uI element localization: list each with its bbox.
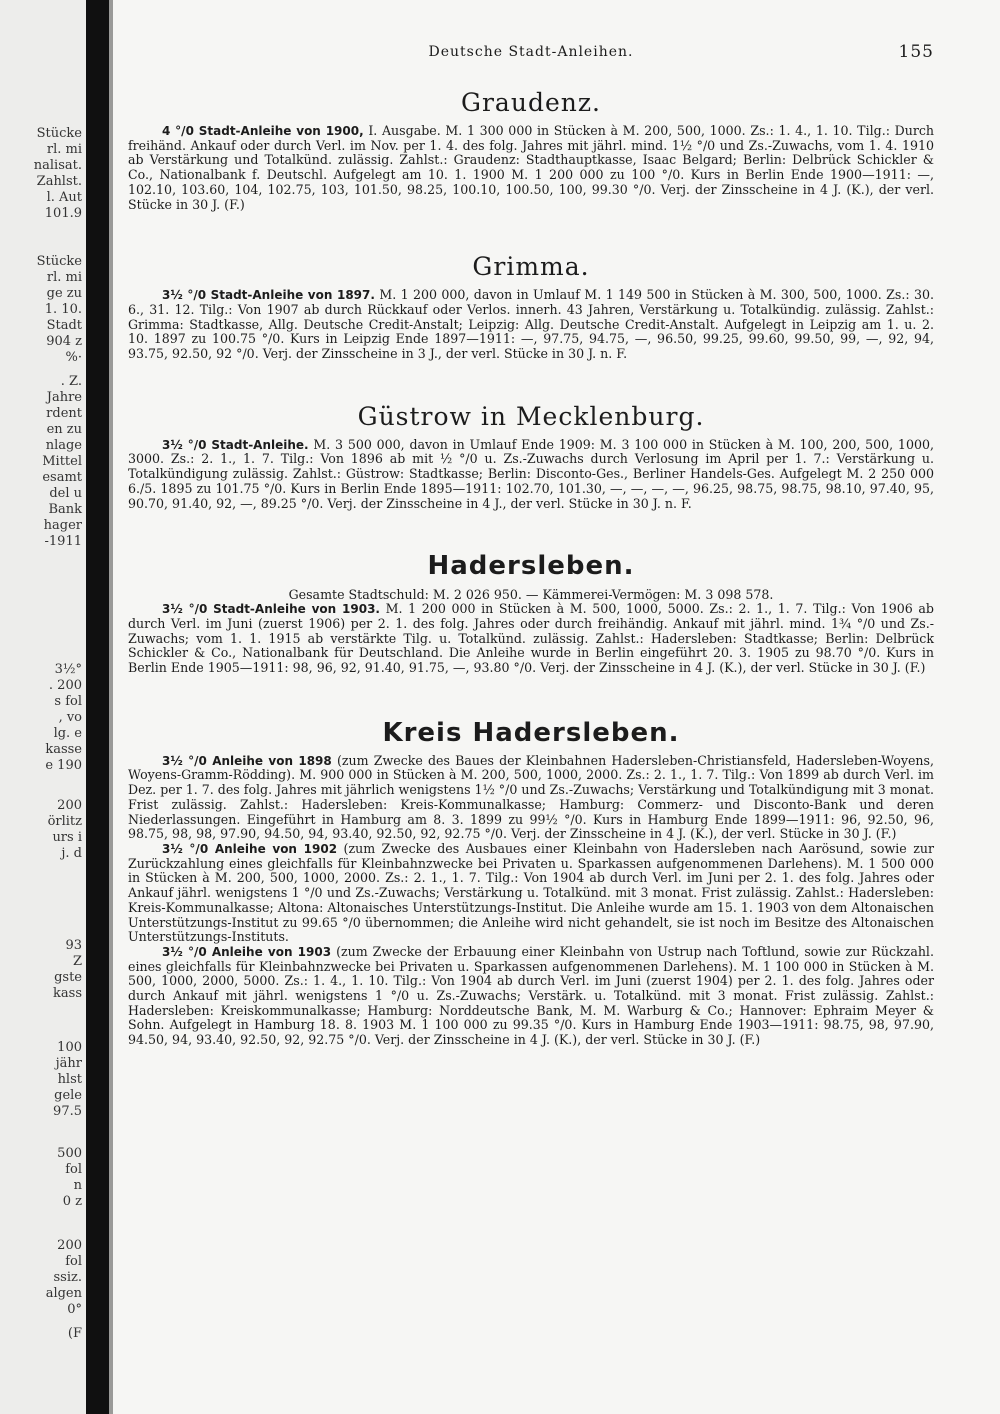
margin-fragment: urs i xyxy=(52,830,82,845)
bond-entry xyxy=(128,438,934,512)
margin-fragment: 3½° xyxy=(54,662,82,677)
bond-title: 3½ °/0 Anleihe von 1902 xyxy=(162,841,338,856)
bond-details: M. 3 500 000, davon in Umlauf Ende 1909: M. 3 100 000 in Stücken à M. 100, 200, 500, 1000, 3000. Zs.: 2. 1., 1. 7. Tilg.: Von 1896 ab mit ½ °/0 u. Zs.-Zuwachs durch Verlosung im April per 1. 7.: Verstärkung u. Totalkündigung zulässig. Zahlst.: Güstrow: Stadtkasse; Berlin: Disconto-Ges., Berliner Handels-Ges. Aufgelegt M. 2 250 000 6./5. 1895 zu 101.75 °/0. Kurs in Berlin Ende 1895—1911: 102.70, 101.30, —, —, —, —, 96.25, 98.75, 98.75, 98.10, 97.40, 95, 90.70, 91.40, 92, —, 89.25 °/0. Verj. der Zinsscheine in 4 J., der verl. Stücke in 30 J. n. F. xyxy=(128,436,934,511)
margin-fragment: ssiz. xyxy=(53,1270,82,1285)
margin-fragment: nlage xyxy=(45,438,82,453)
bond-title: 3½ °/0 Stadt-Anleihe von 1903. xyxy=(162,602,380,617)
margin-fragment: rdent xyxy=(46,406,82,421)
running-title: Deutsche Stadt-Anleihen. xyxy=(428,44,634,60)
running-header xyxy=(128,42,934,66)
margin-fragment: -1911 xyxy=(44,534,82,549)
margin-fragment: 100 xyxy=(57,1040,82,1055)
bond-title: 4 °/0 Stadt-Anleihe von 1900, xyxy=(162,124,364,138)
section-kreis-hadersleben xyxy=(128,718,934,1048)
margin-fragment: gele xyxy=(54,1088,82,1103)
section-heading: Kreis Hadersleben. xyxy=(382,717,680,748)
book-binding-gutter xyxy=(86,0,109,1414)
margin-fragment: hager xyxy=(43,518,82,533)
margin-fragment: , vo xyxy=(58,710,82,725)
document-page xyxy=(128,42,934,1048)
margin-fragment: 97.5 xyxy=(53,1104,82,1119)
margin-fragment: 500 xyxy=(57,1146,82,1161)
section-grimma xyxy=(128,252,934,362)
margin-fragment: l. Aut xyxy=(46,190,82,205)
margin-fragment: nalisat. xyxy=(33,158,82,173)
margin-fragment: gste xyxy=(54,970,82,985)
margin-fragment: (F xyxy=(67,1326,82,1341)
margin-fragment: del u xyxy=(49,486,82,501)
margin-fragment: jähr xyxy=(55,1056,82,1071)
section-guestrow xyxy=(128,402,934,512)
margin-fragment: . Z. xyxy=(60,374,82,389)
bond-details: I. Ausgabe. M. 1 300 000 in Stücken à M. 200, 500, 1000. Zs.: 1. 4., 1. 10. Tilg.: Durch freihänd. Ankauf oder durch Verl. im Nov. per 1. 4. des folg. Jahres mit jährl. mind. 1½ °/0 und Zs.-Zuwachs, vom 1. 4. 1910 ab Verstärkung und Totalkünd. zulässig. Zahlst.: Graudenz: Stadthauptkasse, Isaac Belgard; Berlin: Delbrück Schickler & Co., Nationalbank f. Deutschl. Aufgelegt am 10. 1. 1900 M. 1 200 000 zu 100 °/0. Kurs in Berlin Ende 1900—1911: —, 102.10, 103.60, 104, 102.75, 103, 101.50, 98.25, 100.10, 100.50, 100, 99.30 °/0. Verj. der Zinsscheine in 4 J. (K.), der verl. Stücke in 30 J. (F.) xyxy=(128,123,934,212)
margin-fragment: Stücke xyxy=(36,254,82,269)
bond-title: 3½ °/0 Stadt-Anleihe von 1897. xyxy=(162,288,375,303)
section-heading: Güstrow in Mecklenburg. xyxy=(357,401,705,431)
debt-summary: Gesamte Stadtschuld: M. 2 026 950. — Kämmerei-Vermögen: M. 3 098 578. xyxy=(288,587,774,603)
bond-entry xyxy=(128,288,934,362)
bond-details: M. 1 200 000 in Stücken à M. 500, 1000, 5000. Zs.: 2. 1., 1. 7. Tilg.: Von 1906 ab durch Verl. im Juni (zuerst 1906) per 2. 1. des folg. Jahres oder durch freihändig. Ankauf mit jährl. mind. 1¾ °/0 und Zs.-Zuwachs; vom 1. 1. 1915 ab verstärkte Tilg. u. Totalkünd. zulässig. Zahlst.: Hadersleben: Stadtkasse; Berlin: Delbrück Schickler & Co., Nationalbank für Deutschland. Die Anleihe wurde in Berlin eingeführt 20. 3. 1905 zu 98.70 °/0. Kurs in Berlin Ende 1905—1911: 98, 96, 92, 91.40, 91.75, —, 93.80 °/0. Verj. der Zinsscheine in 4 J. (K.), der verl. Stücke in 30 J. (F.) xyxy=(128,601,934,676)
margin-fragment: örlitz xyxy=(47,814,82,829)
margin-fragment: en zu xyxy=(46,422,82,437)
margin-fragment: 0 z xyxy=(62,1194,82,1209)
margin-fragment: 0° xyxy=(67,1302,82,1317)
bond-entry xyxy=(128,124,934,212)
margin-fragment: 904 z xyxy=(46,334,82,349)
margin-fragment: Z xyxy=(72,954,82,969)
margin-fragment: e 190 xyxy=(45,758,82,773)
margin-fragment: Mittel xyxy=(42,454,82,469)
margin-fragment: Zahlst. xyxy=(36,174,82,189)
section-heading: Hadersleben. xyxy=(427,551,635,582)
bond-details: M. 1 200 000, davon in Umlauf M. 1 149 500 in Stücken à M. 300, 500, 1000. Zs.: 30. 6., 31. 12. Tilg.: Von 1907 ab durch Rückkauf oder Verlos. innerh. 43 Jahren, Verstärkung u. Totalkündig. zulässig. Zahlst.: Grimma: Stadtkasse, Allg. Deutsche Credit-Anstalt; Leipzig: Allg. Deutsche Credit-Anstalt. Aufgelegt in Leipzig am 1. u. 2. 10. 1897 zu 100.75 °/0. Kurs in Leipzig Ende 1897—1911: —, 97.75, 94.75, —, 96.50, 99.25, 99.60, 99.50, 99, —, 92, 94, 93.75, 92.50, 92 °/0. Verj. der Zinsscheine in 3 J., der verl. Stücke in 30 J. n. F. xyxy=(128,287,934,362)
section-heading: Graudenz. xyxy=(461,88,601,117)
margin-fragment: n xyxy=(73,1178,82,1193)
bond-entry xyxy=(128,754,934,842)
margin-fragment: . 200 xyxy=(48,678,82,693)
margin-fragment: esamt xyxy=(42,470,82,485)
section-heading: Grimma. xyxy=(472,252,590,282)
margin-fragment: Bank xyxy=(48,502,82,517)
margin-fragment: 200 xyxy=(57,1238,82,1253)
bond-entry xyxy=(128,842,934,945)
section-graudenz xyxy=(128,88,934,212)
margin-fragment: j. d xyxy=(61,846,82,861)
margin-fragment: kasse xyxy=(45,742,82,757)
margin-fragment: hlst xyxy=(57,1072,82,1087)
margin-fragment: ge zu xyxy=(46,286,82,301)
margin-fragment: kass xyxy=(53,986,82,1001)
bond-entry xyxy=(128,602,934,676)
bond-details: (zum Zwecke des Baues der Kleinbahnen Hadersleben-Christiansfeld, Hadersleben-Woyens, Woyens-Gramm-Rödding). M. 900 000 in Stücken à M. 200, 500, 1000, 2000. Zs.: 2. 1., 1. 7. Tilg.: Von 1899 ab durch Verl. im Dez. per 1. 7. des folg. Jahres mit jährlich wenigstens 1½ °/0 und Zs.-Zuwachs; Verstärkung und Totalkündigung mit 3 monat. Frist zulässig. Zahlst.: Hadersleben: Kreis-Kommunalkasse; Hamburg: Commerz- und Disconto-Bank und deren Niederlassungen. Eingeführt in Hamburg am 8. 3. 1899 zu 99½ °/0. Kurs in Hamburg Ende 1899—1911: 96, 92.50, 96, 98.75, 98, 98, 97.90, 94.50, 94, 93.40, 92.50, 92, 92.75 °/0. Verj. der Zinsscheine in 4 J. (K.), der verl. Stücke in 30 J. (F.) xyxy=(128,752,934,842)
bond-title: 3½ °/0 Stadt-Anleihe. xyxy=(162,437,309,452)
page-number: 155 xyxy=(898,42,934,62)
bond-details: (zum Zwecke der Erbauung einer Kleinbahn von Ustrup nach Toftlund, sowie zur Rückzahl. eines gleichfalls für Kleinbahnzwecke bei Privaten u. Sparkassen aufgenommenen Darlehens). M. 1 100 000 in Stücken à M. 500, 1000, 2000, 5000. Zs.: 1. 4., 1. 10. Tilg.: Von 1904 ab durch Verl. im Juni (zuerst 1904) per 2. 1. des folg. Jahres oder durch Ankauf mit jährl. wenigstens 1 °/0 u. Zs.-Zuwachs; Verstärk. u. Totalkünd. mit 3 monat. Frist zulässig. Zahlst.: Hadersleben: Kreiskommunalkasse; Hamburg: Norddeutsche Bank, M. M. Warburg & Co.; Hannover: Ephraim Meyer & Sohn. Aufgelegt in Hamburg 18. 8. 1903 M. 1 100 000 zu 99.35 °/0. Kurs in Hamburg Ende 1903—1911: 98.75, 98, 97.90, 94.50, 94, 93.40, 92.50, 92, 92.75 °/0. Verj. der Zinsscheine in 4 J. (K.), der verl. Stücke in 30 J. (F.) xyxy=(128,943,934,1048)
margin-fragment: algen xyxy=(45,1286,82,1301)
bond-entry xyxy=(128,945,934,1048)
margin-fragment: 1. 10. xyxy=(44,302,82,317)
margin-fragment: %· xyxy=(65,350,82,365)
margin-fragment: Jahre xyxy=(46,390,82,405)
margin-fragment: fol xyxy=(65,1254,82,1269)
bond-details: (zum Zwecke des Ausbaues einer Kleinbahn von Hadersleben nach Aarösund, sowie zur Zurückzahlung eines gleichfalls für Kleinbahnzwecke bei Privaten u. Sparkassen aufgenommenen Darlehens). M. 1 500 000 in Stücken à M. 200, 500, 1000, 2000. Zs.: 2. 1., 1. 7. Tilg.: Von 1904 ab durch Verl. im Juni per 2. 1. des folg. Jahres oder Ankauf jährl. wenigstens 1 °/0 und Zs.-Zuwachs; Verstärkung u. Totalkünd. mit 3 monat. Frist zulässig. Zahlst.: Hadersleben: Kreis-Kommunalkasse; Altona: Altonaisches Unterstützungs-Institut. Die Anleihe wurde am 15. 1. 1903 von dem Altonaischen Unterstützungs-Institut zu 99.65 °/0 übernommen; die Anleihe wird nicht gehandelt, sie ist noch im Besitze des Altonaischen Unterstützungs-Instituts. xyxy=(128,840,934,945)
margin-fragment: Stücke xyxy=(36,126,82,141)
margin-fragment: s fol xyxy=(54,694,82,709)
margin-fragment: 101.9 xyxy=(44,206,82,221)
margin-fragment: fol xyxy=(65,1162,82,1177)
margin-fragment: rl. mi xyxy=(46,142,82,157)
adjacent-page-margin xyxy=(0,0,86,1414)
margin-fragment: Stadt xyxy=(46,318,82,333)
page-edge-shadow xyxy=(109,0,113,1414)
margin-fragment: 200 xyxy=(57,798,82,813)
margin-fragment: rl. mi xyxy=(46,270,82,285)
margin-fragment: lg. e xyxy=(53,726,82,741)
section-hadersleben xyxy=(128,551,934,676)
bond-title: 3½ °/0 Anleihe von 1898 xyxy=(162,753,332,768)
bond-title: 3½ °/0 Anleihe von 1903 xyxy=(162,944,332,959)
margin-fragment: 93 xyxy=(65,938,82,953)
